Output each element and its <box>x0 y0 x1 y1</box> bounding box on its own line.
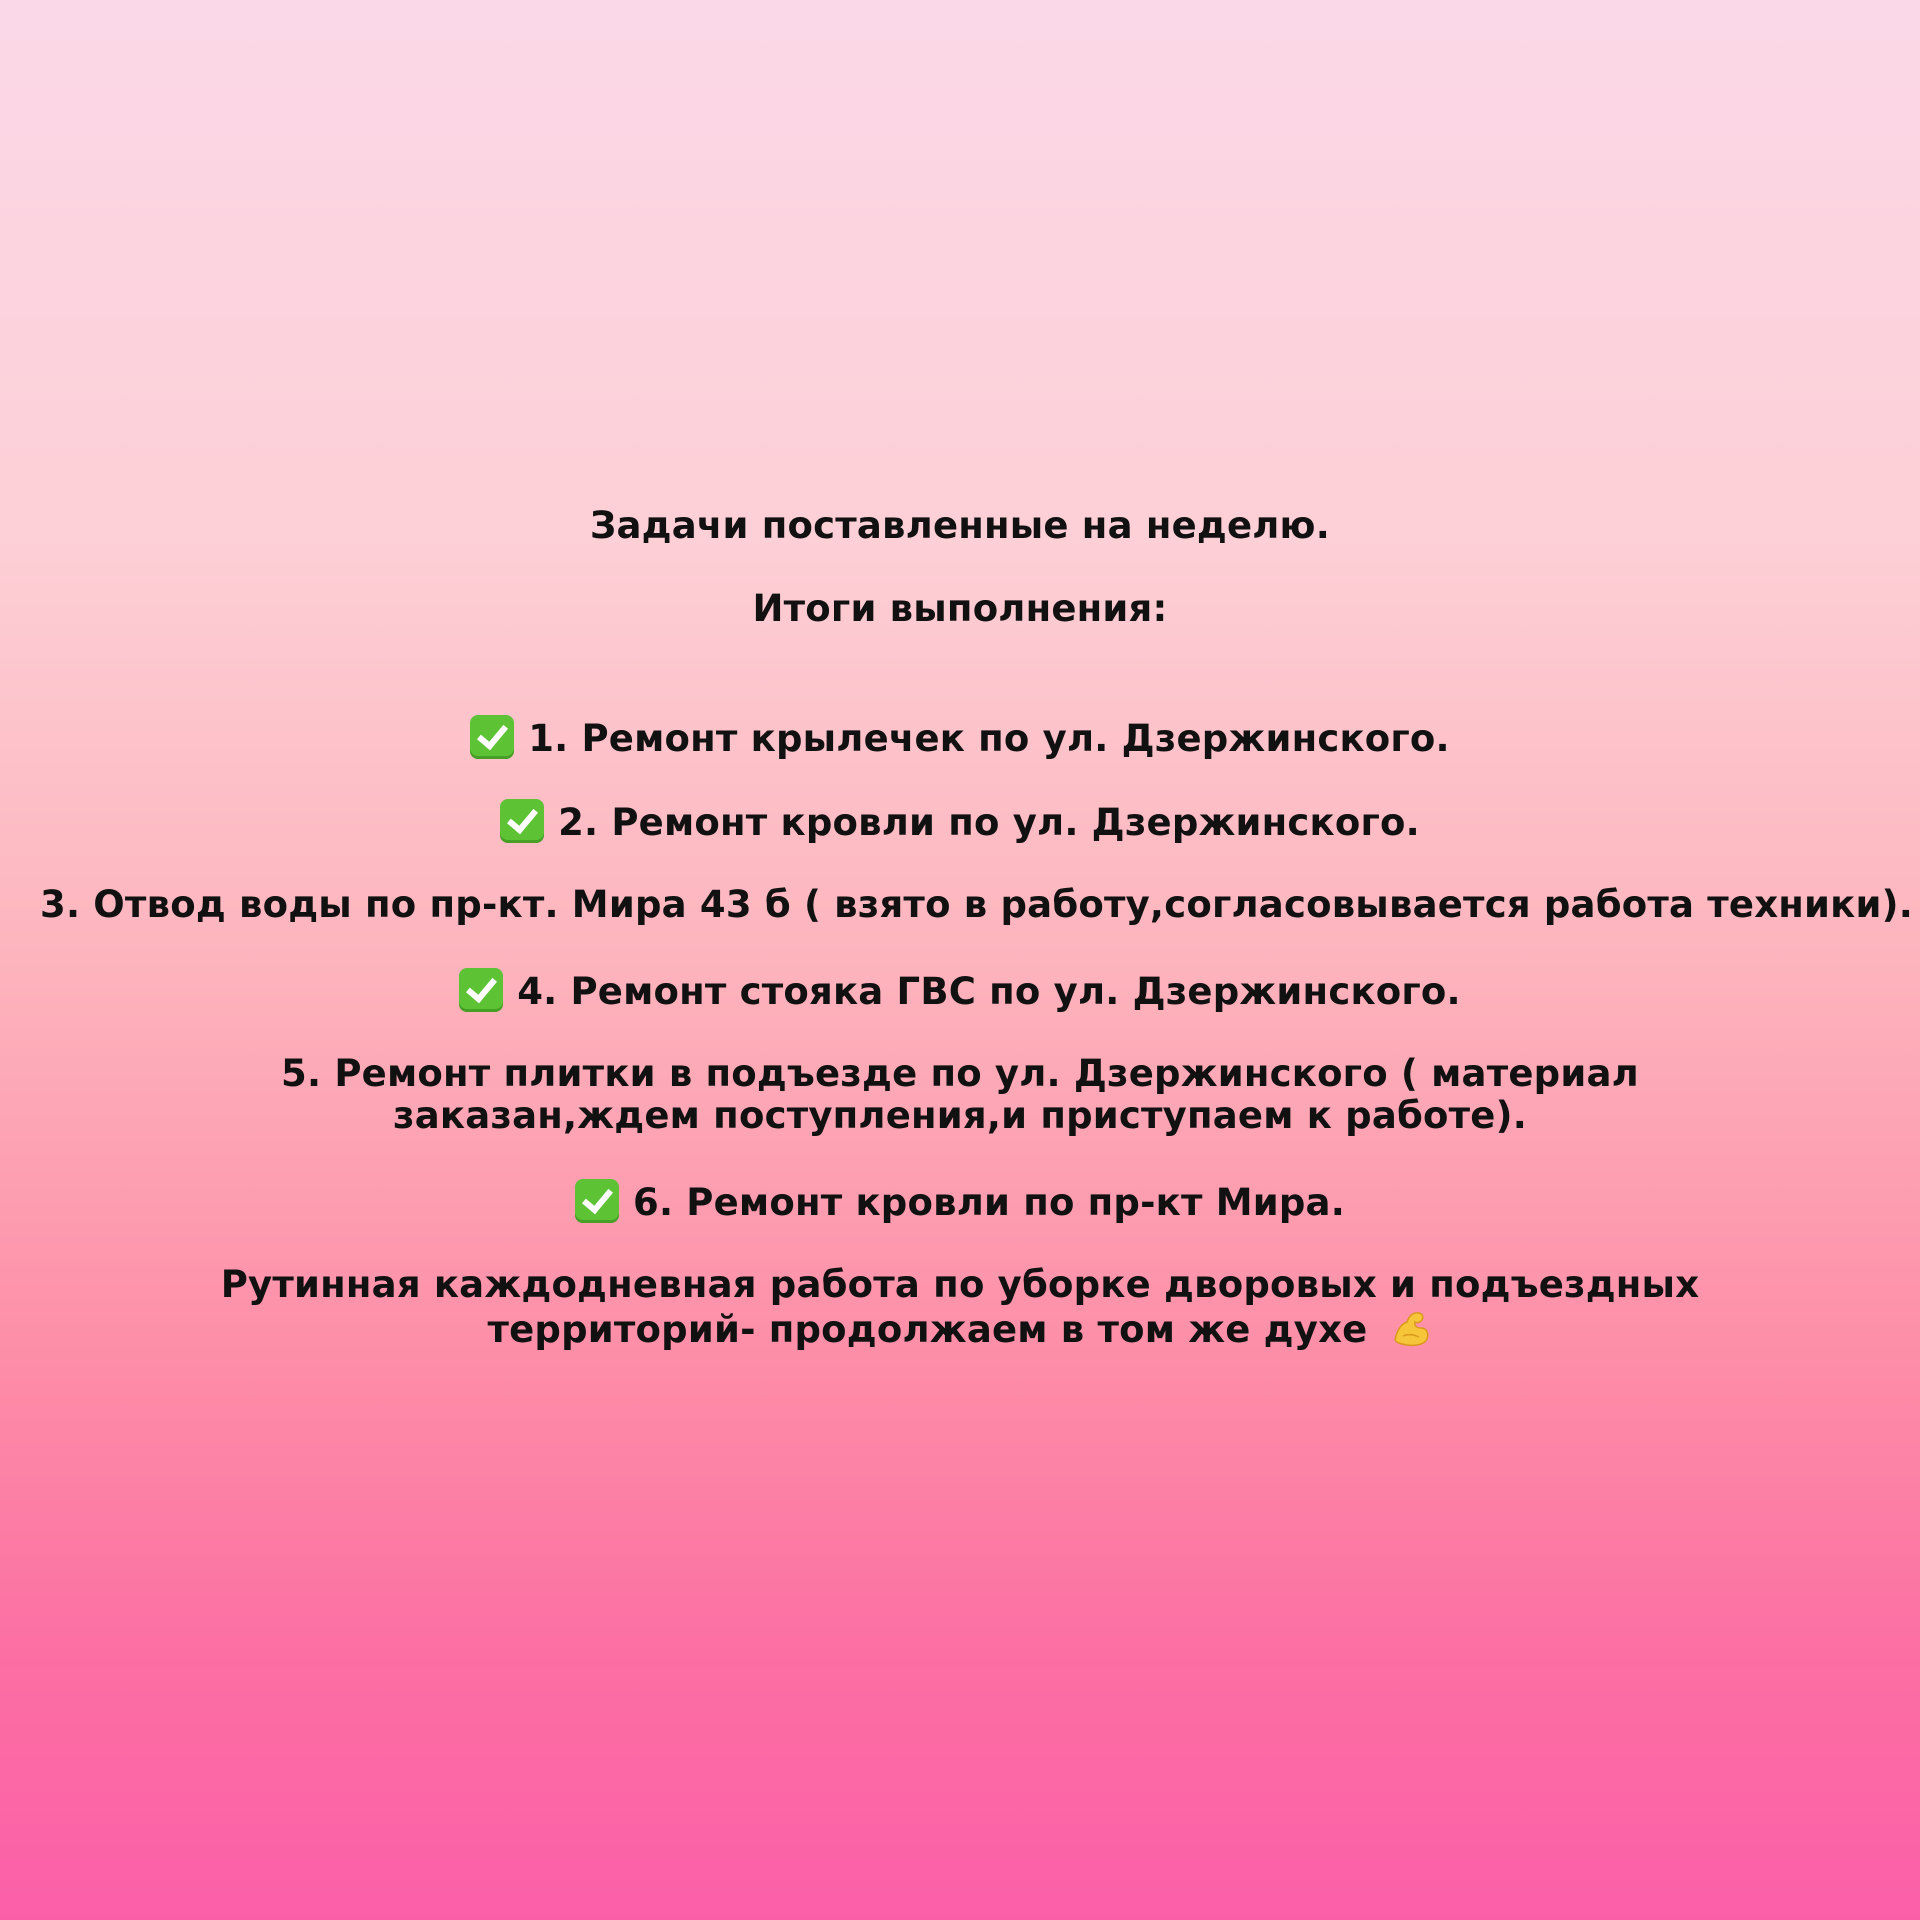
task-item-5-text: 5. Ремонт плитки в подъезде по ул. Дзержинского ( материал заказан,ждем поступления,и приступаем к работе). <box>281 1052 1639 1137</box>
check-mark-button-icon <box>500 799 544 843</box>
task-item-1 <box>40 715 1880 760</box>
task-item-2 <box>40 799 1880 844</box>
task-item-4-text: 4. Ремонт стояка ГВС по ул. Дзержинского. <box>517 970 1461 1013</box>
check-mark-button-icon <box>470 715 514 759</box>
closing-note <box>120 1264 1800 1351</box>
closing-note-text: Рутинная каждодневная работа по уборке дворовых и подъездных территорий- продолжаем в том же духе <box>220 1263 1700 1351</box>
task-item-3 <box>40 883 1913 926</box>
post-subheading: Итоги выполнения: <box>752 587 1168 630</box>
task-item-5 <box>150 1053 1770 1137</box>
task-item-1-text: 1. Ремонт крылечек по ул. Дзержинского. <box>528 717 1450 760</box>
task-item-6 <box>40 1179 1880 1224</box>
check-mark-button-icon <box>575 1179 619 1223</box>
flexed-biceps-icon <box>1389 1306 1433 1350</box>
post-heading: Задачи поставленные на неделю. <box>590 504 1330 547</box>
task-item-4 <box>40 968 1880 1013</box>
check-mark-button-icon <box>459 968 503 1012</box>
task-item-2-text: 2. Ремонт кровли по ул. Дзержинского. <box>558 801 1420 844</box>
task-item-6-text: 6. Ремонт кровли по пр-кт Мира. <box>633 1181 1345 1224</box>
task-item-3-text: 3. Отвод воды по пр-кт. Мира 43 б ( взято в работу,согласовывается работа техники). <box>40 883 1913 926</box>
